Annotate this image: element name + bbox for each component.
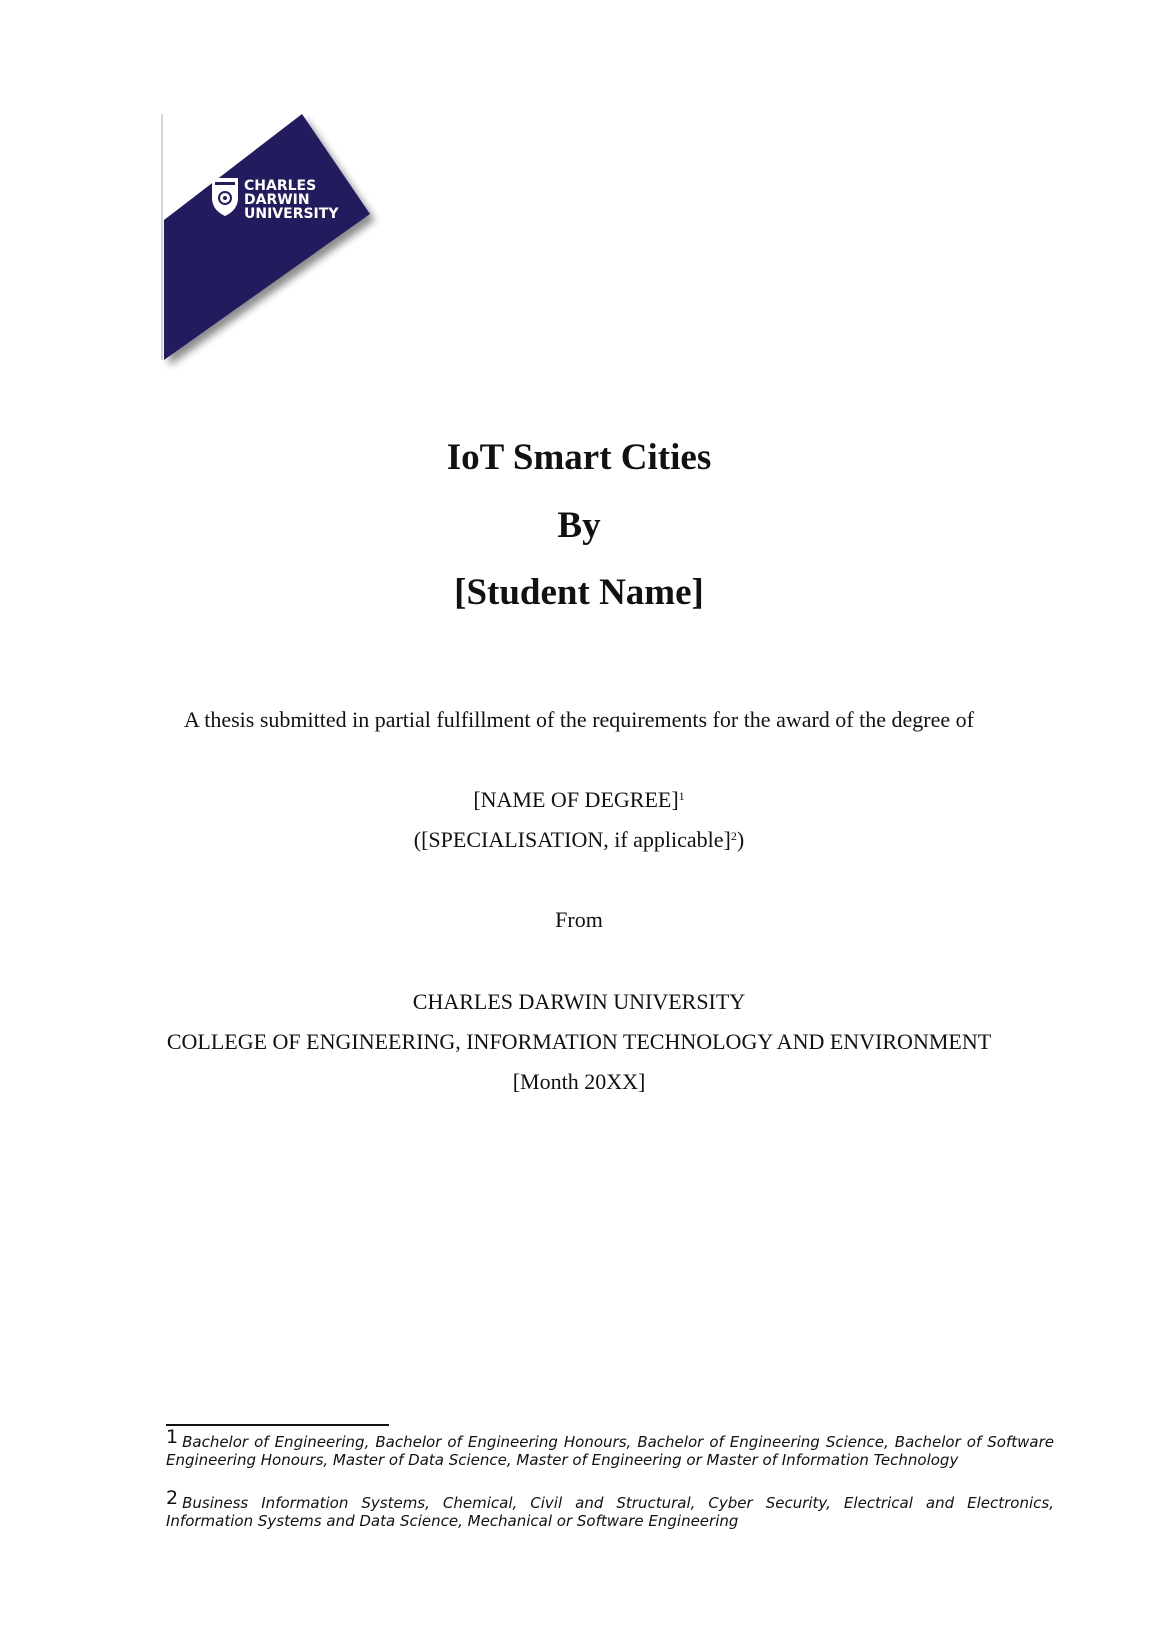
- footnote-ref-2: 2: [730, 829, 737, 843]
- footnote-1-text: Bachelor of Engineering, Bachelor of Engineering Honours, Bachelor of Engineering Science, Bachelor of Software Engineering Honours, Master of Data Science, Master of Engineering or Master of Information Technology: [166, 1433, 1054, 1469]
- footnote-1: [166, 1426, 1054, 1469]
- footnote-2-text: Business Information Systems, Chemical, Civil and Structural, Cyber Security, Electrical and Electronics, Information Systems and Data Science, Mechanical or Software Engineering: [166, 1494, 1054, 1530]
- logo-text-line-3: UNIVERSITY: [244, 206, 339, 222]
- footnote-2: [166, 1487, 1054, 1530]
- thesis-title: IoT Smart Cities: [446, 437, 712, 478]
- specialisation-close: ): [736, 827, 745, 852]
- university-name: CHARLES DARWIN UNIVERSITY: [412, 989, 746, 1014]
- footnote-mark-1: 1: [166, 1426, 179, 1448]
- college-name: COLLEGE OF ENGINEERING, INFORMATION TECHNOLOGY AND ENVIRONMENT: [166, 1029, 992, 1054]
- degree-name: [0, 786, 1158, 814]
- logo-graphic: [160, 110, 390, 380]
- degree-specialisation: [0, 826, 1158, 854]
- specialisation-text: ([SPECIALISATION, if applicable]: [413, 827, 731, 852]
- footnote-separator: [166, 1424, 389, 1426]
- logo-text-line-1: CHARLES: [244, 178, 317, 194]
- from-label: From: [555, 907, 603, 932]
- title-by: By: [557, 505, 601, 546]
- student-name: [Student Name]: [454, 572, 704, 613]
- submission-date: [Month 20XX]: [512, 1069, 646, 1094]
- thesis-statement: A thesis submitted in partial fulfillment of the requirements for the award of the degree of: [184, 707, 974, 732]
- footnote-ref-1: 1: [678, 789, 685, 803]
- university-logo: [160, 110, 390, 380]
- logo-text-line-2: DARWIN: [244, 192, 310, 208]
- degree-name-text: [NAME OF DEGREE]: [473, 787, 679, 812]
- footnote-mark-2: 2: [166, 1487, 179, 1509]
